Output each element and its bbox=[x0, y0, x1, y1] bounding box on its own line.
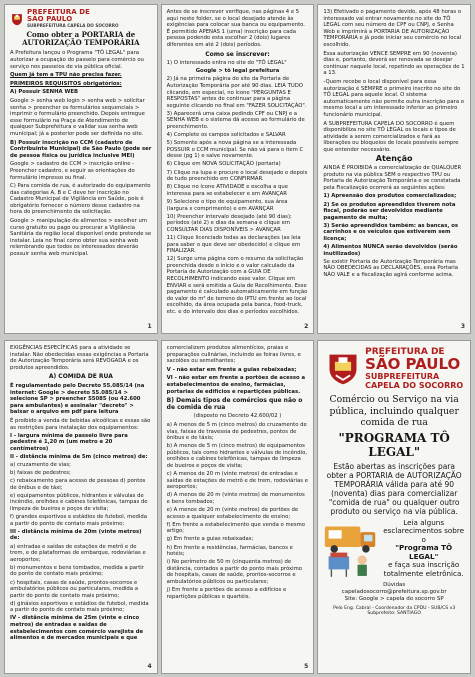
panel-cover bbox=[317, 340, 471, 674]
step-item: 1) O interessado entra no site do "TÔ LEGAL" bbox=[166, 60, 287, 67]
cover-footer: Pelo Eng. Cabral - Coordenador da CPDU - SUB/CS v3 Subprefeito: SANTIAGO bbox=[333, 605, 456, 617]
action-item: 1) Apreensão dos produtos comercializados; bbox=[323, 193, 457, 200]
panel-page-3 bbox=[317, 4, 471, 334]
rule-item: a) cruzamento de vias; bbox=[10, 462, 71, 468]
document-title bbox=[10, 31, 152, 47]
rule-vi: VI - não estar em frente a portões de acesso a estabelecimentos de ensino, farmácias, portarias de edifícios e repartições públicas. bbox=[166, 375, 306, 395]
page-number: 1 bbox=[147, 323, 152, 331]
header-logo bbox=[10, 9, 152, 28]
logo-line-3: SUBPREFEITURA bbox=[365, 372, 440, 381]
subprefeitura-note: A SUBPREFEITURA CAPELA DO SOCORRO é quem disponibiliza no site TÔ LEGAL os locais e tipos de atividade a serem comercializados e fará as liberações ou bloqueios de locais possíveis sempre que entender necessário. bbox=[323, 120, 459, 153]
steps-list bbox=[167, 60, 309, 315]
action-item: 2) Se os produtos apreendidos tiverem nota fiscal, poderão ser devolvidos mediante pagamento de multa; bbox=[323, 201, 456, 221]
rule-item: a) entradas e saídas de estações de metrô e de trem, e de plataformas de embarque, rodoviárias e aeroportos; bbox=[10, 543, 146, 563]
step-item: 2) Já na primeira página do site da Portaria de Autorização Temporária por até 90 dias. LEIA TUDO clicando, em especial, no ícone "PERGUNTAS E RESPOSTAS" antes de continuar para a página seguinte clicando no final em "FAZER SOLICITAÇÃO". bbox=[166, 76, 307, 109]
req-item: C) Para comida de rua, é autorizado do equipamento das categorias A, B e C deve ter inscrição no Cadastro Municipal de Vigilância em Saúde, pois é obrigatório fornecer o número desse cadastro na hora do preenchimento da solicitação. bbox=[10, 183, 151, 216]
rule-item: i) No perímetro de 50 m (cinquenta metros) de distância, contados a partir do ponto mais próximo de hospitais, casas de saúde, prontos-socorros e ambulatórios públicos ou particulares; bbox=[166, 559, 303, 585]
cover-body: Estão abertas as inscrições para obter a PORTARIA de AUTORIZAÇÃO TEMPORÁRIA válida para até 90 (noventa) dias para comercializar "comida de rua" ou qualquer outro produto ou serviço na via pública. bbox=[326, 461, 462, 516]
top-row bbox=[4, 4, 471, 334]
promo-line-2: "Programa TÔ LEGAL" bbox=[395, 543, 453, 561]
promo-text bbox=[382, 519, 465, 579]
rule-item: g) Em frente a guias rebaixadas; bbox=[166, 536, 254, 543]
rule-item: d) A menos de 20 m (vinte metros) de monumentos e bens tombados; bbox=[166, 492, 305, 505]
step-item: 5) Somente após a nova página se a interessada POSSUIR o CCM municipal. Se não vá para o item C desse (pg 1) e salve novamente. bbox=[166, 140, 304, 160]
rule-item: e) equipamentos públicos, hidrantes e válvulas de incêndio, orelhões e cabines telefônicas, tampas de limpeza de bueiros e poços de visita; bbox=[10, 492, 148, 513]
rules-list bbox=[167, 422, 309, 600]
logo-line-1: PREFEITURA DE bbox=[365, 347, 445, 357]
req-item: Google > cadastro de CCM > inscrição online - Preencher cadastro, e seguir as orientações do formulário impresso ou final. bbox=[10, 161, 135, 181]
step-item: 8) Clique no ícone ATIVIDADE e escolha a que interessa para se estabelecer e em AVANÇAR bbox=[166, 184, 288, 197]
panel-page-5 bbox=[161, 340, 315, 674]
page-number: 3 bbox=[460, 323, 466, 331]
decree-text: (disposto no Decreto 42.600/02 ) bbox=[193, 413, 282, 420]
rule-item: b) A menos de 5 m (cinco metros) de equipamentos públicos, tais como hidrantes e válvulas de incêndio, orelhões e cabines telefônicas, tampas de limpeza de bueiros e poços de visita; bbox=[166, 443, 308, 469]
panel-page-2 bbox=[161, 4, 315, 334]
program-name: "PROGRAMA TÔ LEGAL" bbox=[338, 430, 450, 459]
city-crest-icon bbox=[325, 351, 361, 387]
action-item: 3) Serão apreendidos também: as bancas, os carrinhos e os veículos que estiverem sem licença; bbox=[323, 222, 459, 242]
priority-note: -Quem recebe o local disponível para essa autorização é SEMPRE o primeiro inscrito no site do TÔ LEGAL para aquele local. O sistema automaticamente não permite outra inscrição para o mesmo local a um interessado inferior ao primeiro funcionário municipal. bbox=[323, 78, 465, 118]
logo-line-4: CAPELA DO SOCORRO bbox=[365, 381, 464, 390]
rule-item: IV - distância mínima de 25m (vinte e cinco metros) de entradas e saídas de estabelecimentos com comércio varejista de alimentos e de mercados municipais e que bbox=[10, 615, 144, 642]
promo-line-1: Leia alguns esclarecimentos sobre o bbox=[383, 517, 465, 544]
step-item: 4) Complete os campos solicitados e SALVAR bbox=[166, 132, 286, 139]
cover-bottom bbox=[323, 519, 465, 579]
step-item: 6) Clique em NOVA SOLICITAÇÃO (portaria) bbox=[166, 161, 281, 168]
req-item: Google > senha web login > senha web > solicitar senha > preencher os formulários sequenciais > imprimir o formulário preenchido. Depois entregue esse formulário na Praça de Atendimento de qualquer Subprefeitura e validar sua senha web municipal; já a posterior pode ser definida no site. bbox=[10, 97, 145, 137]
header-line-1: PREFEITURA DE bbox=[27, 8, 91, 16]
step-item: 3) Aparecerá uma caixa pedindo CPF ou CNPJ e a SENHA WEB e o sistema dá acesso ao formulário de preenchimento. bbox=[166, 110, 305, 130]
rule-item: É proibido a venda de bebidas alcoólicas e essas são as restrições para instalação dos equipamentos: bbox=[10, 417, 151, 431]
contact-email[interactable]: capeladosocorro@prefeitura.sp.gov.br bbox=[341, 588, 447, 595]
panel-page-4 bbox=[4, 340, 158, 674]
rule-item: c) hospitais, casas de saúde, prontos-socorros e ambulatórios públicos ou particulares, medida a partir do ponto de contato mais próximo; bbox=[10, 579, 138, 599]
header-line-3: SUBPREFEITURA CAPELA DO SOCORRO bbox=[27, 23, 119, 28]
payment-step: 13) Efetivado o pagamento devido, após 48 horas o interessado vai entrar novamente no site do TÔ LEGAL com seu número de CPF ou CNPJ, e Senha Web e imprimirá a PORTARIA DE AUTORIZAÇÃO TEMPORÁRIA e já pode iniciar seu comércio no local escolhido. bbox=[323, 9, 462, 48]
req-item: B) Possuir inscrição no CCM (cadastro de Contribuinte Municipal) de São Paulo (pode ser de pessoa física ou jurídica inclusive MEI) bbox=[10, 139, 152, 159]
no-card-note: Quem já tem a TPU não precisa fazer. bbox=[10, 72, 122, 79]
decree-text: É regulamentado pelo Decreto 55.085/14 (na internet: Google > decreto 55.085/14 > selecione SP > preencher 55085 (ou 42.600 para ambulantes) e assinalar "decreto" > baixar o arquivo em pdf para leitura bbox=[10, 382, 145, 416]
rule-item: I - largura mínima de passeio livre para pedestre é 1,20 m (um metro e 20 centímetros) bbox=[10, 432, 128, 452]
city-crest-icon bbox=[10, 12, 24, 26]
rule-item: h) Em frente a residências, farmácias, bancos e hotéis; bbox=[166, 544, 293, 558]
page-number: 4 bbox=[147, 663, 152, 671]
rule-item: e) A menos de 20 m (vinte metros) de portões de acesso a qualquer estabelecimento de ensino; bbox=[166, 507, 299, 520]
rule-item: b) monumentos e bens tombados, medida a partir do ponto de contato mais próximo; bbox=[10, 564, 144, 578]
page-number: 2 bbox=[304, 323, 309, 331]
final-note: Se existir Portaria de Autorização Temporária mas NÃO OBEDECIDAS as DECLARAÇÕES, essa Portaria NÃO VALE e a fiscalização agirá conforme acima. bbox=[323, 258, 458, 278]
section-a-title: A) COMIDA DE RUA bbox=[48, 373, 113, 381]
rule-item: b) faixas de pedestres; bbox=[10, 470, 71, 477]
rule-item: c) rebaixamento para acesso de pessoas d) pontos de ônibus e de táxi; bbox=[10, 478, 146, 491]
section-b-title: B) Demais tipos de comércios que não o de comida de rua bbox=[166, 397, 303, 411]
attention-title: Atenção bbox=[375, 154, 413, 164]
validity-text: Essa autorização VENCE SEMPRE em 90 (noventa) dias e, portanto, deverá ser renovada se desejar continuar naquele local, repetindo as operações de 1 a 13. bbox=[323, 50, 465, 77]
step-item: 7) Clique na lupa e procure o local desejado e depois de tudo preenchido em CONFIRMAR. bbox=[166, 169, 308, 183]
step-item: Google > tô legal prefeitura bbox=[195, 68, 280, 75]
rule-item: II - distância mínima de 5m (cinco metros) de: bbox=[10, 453, 148, 460]
rules-list bbox=[10, 418, 152, 642]
rule-item: c) A menos de 20 m (vinte metros) de entradas e saídas de estações de metrô e de trem, rodoviárias e aeroportos; bbox=[166, 471, 309, 491]
title-line-2: AUTORIZAÇÃO TEMPORÁRIA bbox=[22, 38, 140, 48]
action-item: 4) Alimentos NUNCA serão devolvidos (serão inutilizados) bbox=[323, 244, 458, 257]
intro-text: EXIGÊNCIAS ESPECÍFICAS para a atividade se instalar. Não obedecidas essas exigências a Portaria de Autorização Temporária será REVOGADA e os produtos apreendidos. bbox=[10, 345, 149, 371]
step-item: 12) Surge uma página com o resumo da solicitação preenchida desde o início e o valor calculado da Portaria de Autorização com a GUIA DE RECOLHIMENTO indicando esse valor. Clique em ENVIAR e será emitida a Guia de Recolhimento. Esse pagamento é calculado automaticamente em função do valor do m² de terreno do IPTU em frente ao local escolhido, da área ocupada pela banca, food-truck, etc. e do intervalo dos dias e períodos escolhidos. bbox=[166, 256, 308, 315]
attention-intro: AINDA É PROIBIDA a comercialização de QUALQUER produto na via pública SEM o respectivo TPU ou Portaria de Autorização Temporária e se constatada pela Fiscalização ocorrerá as seguintes ações: bbox=[323, 165, 462, 191]
intro-text: Antes de se inscrever verifique, nas páginas 4 e 5 aqui neste folder, se o local desejado atende às exigências para colocar sua banca ou equipamento. É permitido APENAS 1 (uma) inscrição para cada pessoa podendo esta escolher 2 (dois) lugares diferentes em até 2 (dois) períodos. bbox=[166, 9, 305, 48]
intro-text: A Prefeitura lançou o Programa "TÔ LEGAL" para autorizar a ocupação do passeio para comércio ou serviço nos passeios de via pública oficial. bbox=[10, 50, 144, 70]
rule-item: d) ginásios esportivos e estádios de futebol, medida a partir do ponto de contato mais próximo; bbox=[10, 600, 149, 614]
how-to-title: Como se inscrever: bbox=[205, 50, 270, 58]
contact-site[interactable]: Site: Google > capela do socorro SP bbox=[344, 595, 444, 602]
step-item: 9) Selecione o tipo de equipamento, sua área (largura x comprimento) e em AVANÇAR bbox=[166, 198, 288, 212]
rule-item: f) Em frente a estabelecimento que venda o mesmo artigo; bbox=[166, 521, 306, 535]
doubts-label: Dúvidas bbox=[383, 581, 406, 588]
logo-line-2: SÃO PAULO bbox=[365, 355, 461, 373]
rule-item: a) A menos de 5 m (cinco metros) do cruzamento de vias, faixas de travessia de pedestres, pontos de ônibus e de táxis; bbox=[166, 421, 307, 442]
title-line-1: Como obter a PORTARIA de bbox=[26, 30, 136, 39]
bottom-row bbox=[4, 340, 471, 674]
promo-line-3: e faça sua inscrição totalmente eletrônica. bbox=[383, 560, 464, 579]
rule-item: III - distância mínima de 20m (vinte metros) de: bbox=[10, 528, 142, 542]
rule-item: f) grandes esportivos e estádios de futebol, medida a partir do ponto de contato mais próximo; bbox=[10, 514, 147, 527]
rule-v: V - não estar em frente a guias rebaixadas; bbox=[166, 366, 297, 373]
req-item: A) Possuir SENHA WEB bbox=[10, 89, 78, 96]
actions-list bbox=[323, 193, 465, 257]
cover-headline: Comércio ou Serviço na via pública, incluindo qualquer comida de rua bbox=[329, 394, 459, 428]
step-item: 10) Preencher intervalo desejado (até 90 dias); períodos (até 2) e dias da semana e clique em CONSULTAR DIAS DISPONÍVEIS > AVANÇAR bbox=[166, 213, 292, 233]
page-number: 5 bbox=[304, 663, 309, 671]
header-line-2: SÃO PAULO bbox=[27, 15, 73, 23]
req-item: Google > manipulação de alimentos > escolher um curso gratuito ou pago ou procurar a Vigilância Sanitária da região local disponível onde pretende se instalar. Leia no final como obter sua senha web relembrando que todos os interessados deverão possuir senha web municipal. bbox=[10, 218, 152, 258]
rule-item: j) Em frente a portões de acesso a edifícios e repartições públicas e quartéis. bbox=[166, 587, 287, 600]
food-truck-illustration-icon bbox=[323, 519, 379, 579]
continued-text: comercializem produtos alimentícios, praias e preparações culinárias, incluindo as feiras livres, e sacolões ou semelhantes; bbox=[166, 345, 301, 365]
contact-block bbox=[323, 582, 465, 603]
requirements-title: PRIMEIROS REQUISITOS obrigatórios: bbox=[10, 80, 122, 87]
cover-logo bbox=[323, 347, 465, 390]
step-item: 11) Clique licenciado todas as declarações (as leia para saber o que deve ser obedecido) e clique em FINALIZAR. bbox=[166, 234, 301, 255]
panel-page-1 bbox=[4, 4, 158, 334]
